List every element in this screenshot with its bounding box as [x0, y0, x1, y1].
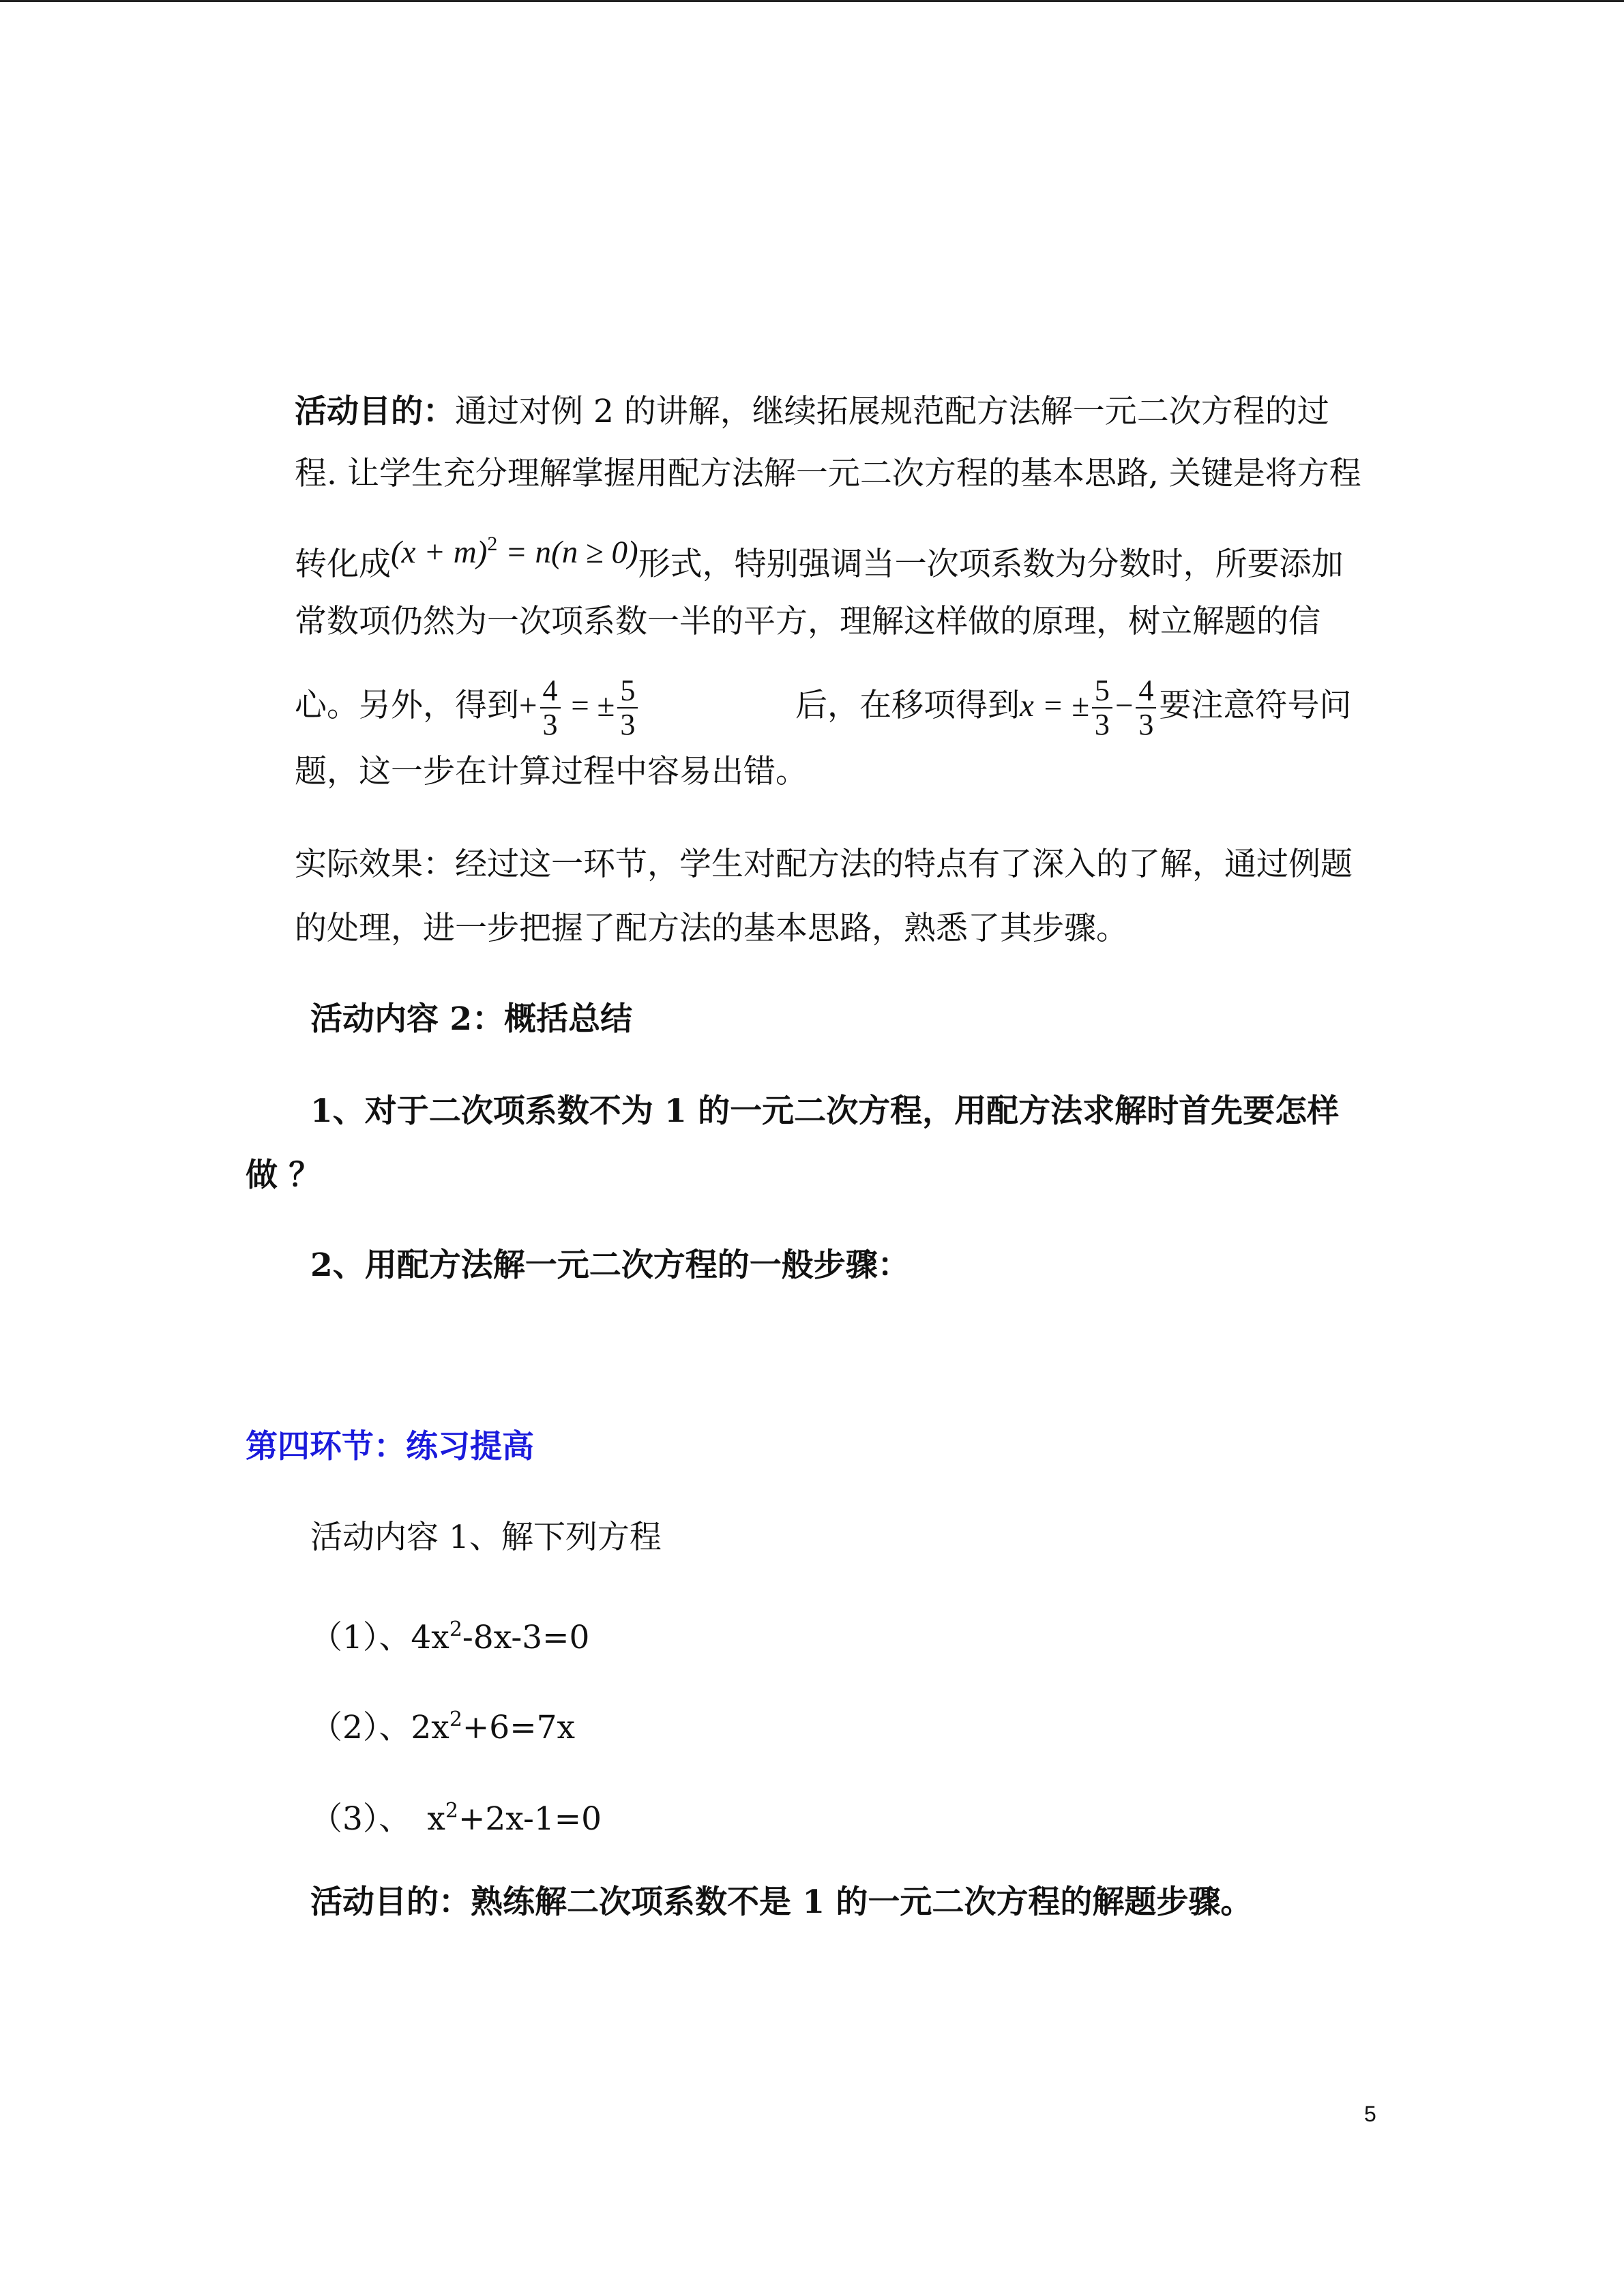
completed-square-formula: $(x + m)^2 = n(n \ge 0)$	[391, 533, 638, 570]
equation-1: （1）、$4x^2-8x-3=0$	[310, 1617, 590, 1656]
purpose-line-5-continued: 后，在移项得到x = ± $\frac{5}{3}$ − $\frac{4}{3}$ 要注意符号问	[795, 674, 1352, 741]
purpose-line-5: 心。另外，得到+ $\frac{4}{3}$ = ± $\frac{5}{3}$	[295, 668, 640, 743]
effect-line-2: 的处理，进一步把握了配方法的基本思路，熟悉了其步骤。	[295, 910, 1128, 947]
question-2: 2、用配方法解一元二次方程的一般步骤：	[310, 1247, 910, 1284]
fraction-5-3-b: $\frac{5}{3}$	[1092, 674, 1112, 741]
practice-purpose: 活动目的：熟练解二次项系数不是 1 的一元二次方程的解题步骤。	[310, 1883, 1253, 1921]
purpose-line-4: 常数项仍然为一次项系数一半的平方，理解这样做的原理，树立解题的信	[295, 603, 1320, 640]
summary-heading: 活动内容 2：概括总结	[310, 1000, 633, 1038]
fraction-4-3: $\frac{4}{3}$	[540, 674, 561, 741]
solution-expression: x = ±	[1020, 688, 1089, 724]
fraction-5-3: $\frac{5}{3}$	[617, 674, 638, 741]
page-number: 5	[1364, 2102, 1376, 2126]
purpose-line-2: 程. 让学生充分理解掌握用配方法解一元二次方程的基本思路, 关键是将方程	[295, 455, 1361, 492]
purpose-line-1	[295, 391, 1329, 432]
purpose-line-3: 转化成$(x + m)^2 = n(n \ge 0)$形式，特别强调当一次项系数为分数时，所要添加	[295, 533, 1344, 583]
effect-line-1: 实际效果：经过这一环节，学生对配方法的特点有了深入的了解，通过例题	[295, 846, 1353, 883]
question-1-line-1: 1、对于二次项系数不为 1 的一元二次方程，用配方法求解时首先要怎样	[310, 1092, 1340, 1130]
practice-activity-heading: 活动内容 1、解下列方程	[310, 1519, 662, 1556]
fraction-4-3-b: $\frac{4}{3}$	[1136, 674, 1156, 741]
purpose-heading: 活动目的：	[295, 393, 455, 430]
purpose-text: 通过对例 2 的讲解，继续拓展规范配方法解一元二次方程的过	[455, 393, 1329, 430]
section-title: 第四环节：练习提高	[246, 1428, 534, 1465]
equation-3: （3）、 $x^2+2x-1=0$	[310, 1799, 602, 1838]
purpose-line-6: 题，这一步在计算过程中容易出错。	[295, 753, 808, 790]
top-border-rule	[0, 0, 1624, 2]
equation-2: （2）、$2x^2+6=7x$	[310, 1708, 575, 1746]
question-1-line-2: 做 ？	[246, 1157, 321, 1194]
